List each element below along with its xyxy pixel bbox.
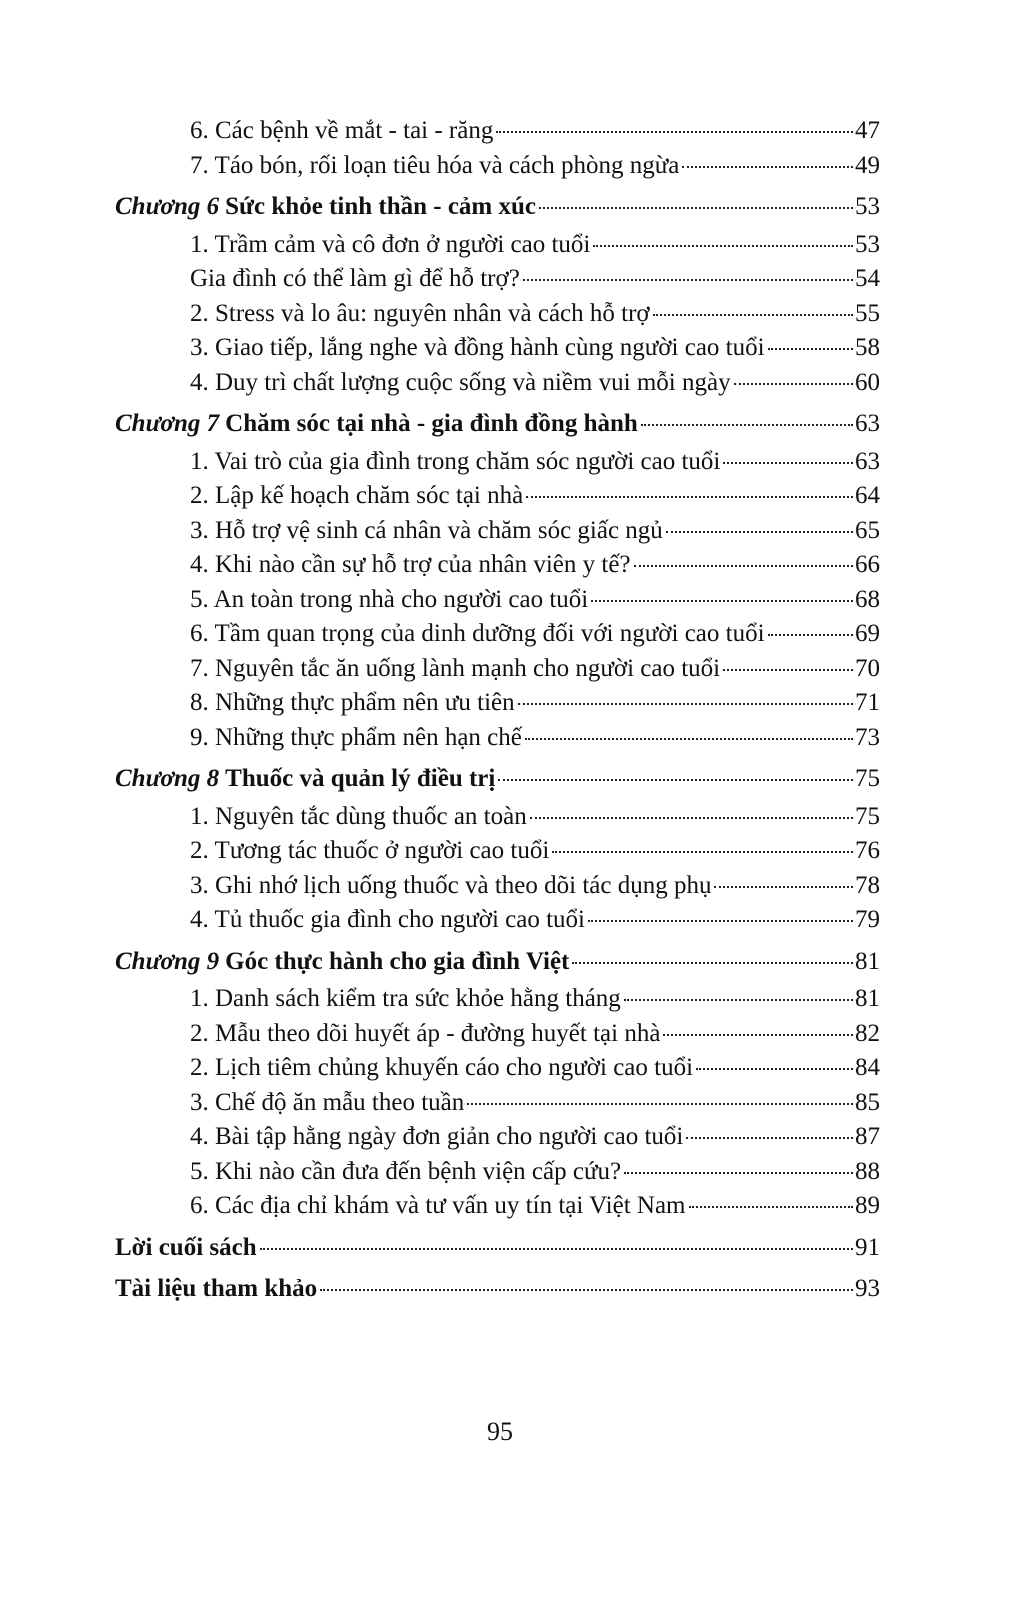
- dot-leader: [588, 920, 853, 922]
- entry-title: 4. Khi nào cần sự hỗ trợ của nhân viên y tế?: [190, 551, 631, 578]
- dot-leader: [723, 462, 853, 464]
- entry-page-number: 58: [855, 334, 880, 361]
- chapter-number: Chương 6: [115, 193, 220, 220]
- entry-page-number: 78: [855, 871, 880, 899]
- dot-leader: [523, 279, 853, 281]
- chapter-number: Chương 9: [115, 947, 220, 975]
- entry-page-number: 76: [855, 837, 880, 864]
- entry-title: 4. Bài tập hằng ngày đơn giản cho người cao tuổi: [190, 1123, 684, 1150]
- dot-leader: [689, 1206, 854, 1208]
- entry-page-number: 49: [855, 151, 880, 179]
- entry-title: Lời cuối sách: [115, 1233, 257, 1261]
- entry-page-number: 91: [855, 1233, 880, 1261]
- dot-leader: [634, 565, 853, 567]
- entry-page-number: 84: [855, 1054, 880, 1081]
- entry-title: 2. Lịch tiêm chủng khuyến cáo cho người cao tuổi: [190, 1054, 694, 1081]
- dot-leader: [572, 962, 853, 964]
- entry-page-number: 75: [855, 802, 880, 830]
- entry-title: 3. Chế độ ăn mẫu theo tuần: [190, 1088, 465, 1116]
- entry-page-number: 81: [855, 947, 880, 975]
- entry-title: 2. Stress và lo âu: nguyên nhân và cách hỗ trợ: [190, 299, 650, 327]
- toc-entry: [115, 1189, 880, 1224]
- dot-leader: [663, 1034, 853, 1036]
- entry-page-number: 69: [855, 620, 880, 647]
- entry-page-number: 75: [855, 765, 880, 792]
- toc-entry: [115, 331, 880, 366]
- toc-entry: [115, 686, 880, 721]
- dot-leader: [498, 779, 853, 781]
- entry-page-number: 60: [855, 368, 880, 396]
- entry-title: 2. Tương tác thuốc ở người cao tuổi: [190, 837, 550, 864]
- entry-page-number: 81: [855, 985, 880, 1012]
- entry-title: 5. Khi nào cần đưa đến bệnh viện cấp cứu?: [190, 1157, 622, 1185]
- dot-leader: [624, 999, 853, 1001]
- entry-page-number: 63: [855, 447, 880, 475]
- entry-title: 4. Duy trì chất lượng cuộc sống và niềm vui mỗi ngày: [190, 368, 731, 396]
- dot-leader: [714, 886, 853, 888]
- toc-entry: [115, 366, 880, 401]
- dot-leader: [666, 531, 853, 533]
- entry-title: 6. Các bệnh về mắt - tai - răng: [190, 117, 494, 144]
- chapter-number: Chương 7: [115, 410, 220, 437]
- entry-title: 8. Những thực phẩm nên ưu tiên: [190, 689, 515, 716]
- toc-entry: [115, 1086, 880, 1121]
- toc-entry: [115, 834, 880, 869]
- entry-title: 3. Hỗ trợ vệ sinh cá nhân và chăm sóc giấc ngủ: [190, 516, 663, 544]
- toc-entry: [115, 583, 880, 618]
- dot-leader: [653, 314, 853, 316]
- dot-leader: [539, 207, 853, 209]
- entry-page-number: 54: [855, 265, 880, 292]
- entry-page-number: 85: [855, 1088, 880, 1116]
- toc-entry: [115, 652, 880, 687]
- dot-leader: [723, 669, 853, 671]
- dot-leader: [530, 817, 853, 819]
- dot-leader: [467, 1103, 853, 1105]
- entry-page-number: 82: [855, 1019, 880, 1047]
- toc-entry: [115, 514, 880, 549]
- entry-title: 1. Nguyên tắc dùng thuốc an toàn: [190, 802, 527, 830]
- entry-title: 5. An toàn trong nhà cho người cao tuổi: [190, 585, 589, 613]
- toc-entry: [115, 617, 880, 652]
- entry-page-number: 93: [855, 1275, 880, 1302]
- entry-page-number: 63: [855, 410, 880, 437]
- toc-chapter-entry: [115, 407, 880, 442]
- dot-leader: [593, 245, 853, 247]
- entry-title: Góc thực hành cho gia đình Việt: [225, 947, 570, 975]
- toc-entry: [115, 445, 880, 480]
- entry-page-number: 87: [855, 1123, 880, 1150]
- entry-title: 4. Tủ thuốc gia đình cho người cao tuổi: [190, 906, 585, 933]
- dot-leader: [686, 1137, 853, 1139]
- entry-page-number: 70: [855, 654, 880, 682]
- entry-title: 9. Những thực phẩm nên hạn chế: [190, 723, 522, 751]
- dot-leader: [496, 131, 853, 133]
- toc-entry: [115, 149, 880, 184]
- entry-title: Thuốc và quản lý điều trị: [225, 765, 496, 792]
- entry-page-number: 53: [855, 230, 880, 258]
- entry-page-number: 79: [855, 906, 880, 933]
- dot-leader: [260, 1248, 853, 1250]
- table-of-contents: [115, 114, 880, 1310]
- dot-leader: [696, 1068, 853, 1070]
- entry-title: 3. Ghi nhớ lịch uống thuốc và theo dõi tác dụng phụ: [190, 871, 712, 899]
- entry-title: 7. Táo bón, rối loạn tiêu hóa và cách phòng ngừa: [190, 151, 680, 179]
- entry-title: 1. Danh sách kiểm tra sức khỏe hằng tháng: [190, 985, 621, 1012]
- entry-title: Sức khỏe tinh thần - cảm xúc: [225, 193, 537, 220]
- toc-entry: [115, 228, 880, 263]
- toc-entry: [115, 479, 880, 514]
- entry-page-number: 66: [855, 551, 880, 578]
- toc-entry: [115, 1017, 880, 1052]
- entry-title: 1. Trầm cảm và cô đơn ở người cao tuổi: [190, 230, 591, 258]
- toc-chapter-entry: [115, 190, 880, 225]
- entry-page-number: 47: [855, 117, 880, 144]
- dot-leader: [624, 1172, 853, 1174]
- dot-leader: [518, 703, 853, 705]
- entry-title: 2. Lập kế hoạch chăm sóc tại nhà: [190, 482, 524, 509]
- entry-page-number: 53: [855, 193, 880, 220]
- entry-page-number: 71: [855, 689, 880, 716]
- entry-title: 3. Giao tiếp, lắng nghe và đồng hành cùng người cao tuổi: [190, 334, 765, 361]
- entry-page-number: 68: [855, 585, 880, 613]
- toc-entry: [115, 548, 880, 583]
- toc-entry: [115, 1155, 880, 1190]
- toc-chapter-entry: [115, 762, 880, 797]
- entry-page-number: 64: [855, 482, 880, 509]
- toc-chapter-entry: [115, 945, 880, 980]
- dot-leader: [591, 600, 853, 602]
- entry-title: 7. Nguyên tắc ăn uống lành mạnh cho người cao tuổi: [190, 654, 721, 682]
- entry-title: 6. Tầm quan trọng của dinh dưỡng đối với người cao tuổi: [190, 620, 765, 647]
- entry-page-number: 65: [855, 516, 880, 544]
- entry-page-number: 88: [855, 1157, 880, 1185]
- toc-chapter-entry: [115, 1272, 880, 1307]
- dot-leader: [641, 424, 853, 426]
- toc-entry: [115, 297, 880, 332]
- dot-leader: [768, 634, 853, 636]
- dot-leader: [320, 1289, 853, 1291]
- toc-entry: [115, 903, 880, 938]
- toc-entry: [115, 869, 880, 904]
- toc-entry: [115, 262, 880, 297]
- toc-entry: [115, 1051, 880, 1086]
- entry-title: Chăm sóc tại nhà - gia đình đồng hành: [225, 410, 638, 437]
- entry-title: Gia đình có thể làm gì để hỗ trợ?: [190, 265, 520, 292]
- chapter-number: Chương 8: [115, 765, 220, 792]
- entry-title: 1. Vai trò của gia đình trong chăm sóc người cao tuổi: [190, 447, 721, 475]
- page-number: 95: [487, 1417, 513, 1446]
- dot-leader: [525, 738, 853, 740]
- dot-leader: [526, 496, 853, 498]
- toc-entry: [115, 114, 880, 149]
- entry-page-number: 55: [855, 299, 880, 327]
- entry-title: 2. Mẫu theo dõi huyết áp - đường huyết tại nhà: [190, 1019, 661, 1047]
- dot-leader: [768, 348, 853, 350]
- toc-entry: [115, 1120, 880, 1155]
- entry-title: Tài liệu tham khảo: [115, 1275, 318, 1302]
- dot-leader: [682, 166, 853, 168]
- toc-entry: [115, 800, 880, 835]
- dot-leader: [552, 851, 853, 853]
- dot-leader: [734, 383, 853, 385]
- toc-entry: [115, 721, 880, 756]
- toc-entry: [115, 982, 880, 1017]
- toc-chapter-entry: [115, 1231, 880, 1266]
- entry-title: 6. Các địa chỉ khám và tư vấn uy tín tại Việt Nam: [190, 1192, 686, 1219]
- entry-page-number: 89: [855, 1192, 880, 1219]
- entry-page-number: 73: [855, 723, 880, 751]
